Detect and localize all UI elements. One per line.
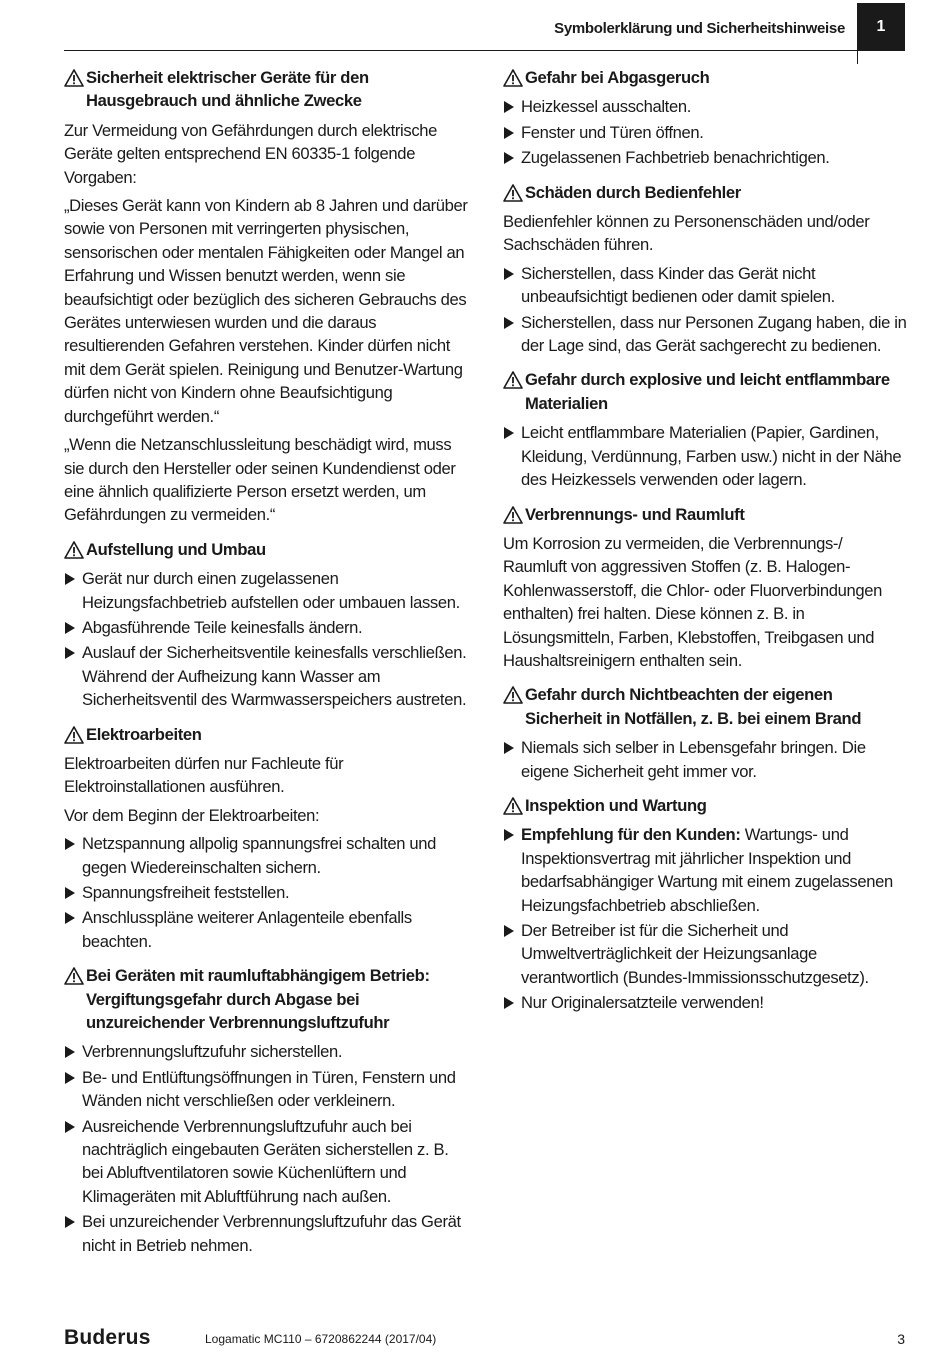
warning-triangle-icon — [503, 797, 523, 815]
document-reference: Logamatic MC110 – 6720862244 (2017/04) — [205, 1332, 437, 1346]
arrow-bullet-icon — [504, 101, 514, 113]
list-item: Fenster und Türen öffnen. — [503, 121, 908, 144]
section-inspection-maintenance — [503, 794, 908, 1015]
arrow-bullet-icon — [504, 997, 514, 1009]
section-emergency-safety — [503, 683, 908, 783]
list-item: Sicherstellen, dass nur Personen Zugang haben, die in der Lage sind, das Gerät sachgerecht zu bedienen. — [503, 311, 908, 358]
arrow-bullet-icon — [504, 925, 514, 937]
list-item: Anschlusspläne weiterer Anlagenteile ebenfalls beachten. — [64, 906, 469, 953]
section-electrical-safety — [64, 66, 469, 527]
arrow-bullet-icon — [65, 622, 75, 634]
section-heading: Inspektion und Wartung — [503, 794, 908, 817]
section-installation — [64, 538, 469, 712]
section-heading: Gefahr bei Abgasgeruch — [503, 66, 908, 89]
arrow-bullet-icon — [504, 152, 514, 164]
bullet-list — [503, 262, 908, 358]
brand-logo: Buderus — [64, 1326, 151, 1349]
section-combustion-air-poisoning — [64, 964, 469, 1257]
list-item: Auslauf der Sicherheitsventile keinesfalls verschließen. Während der Aufheizung kann Wasser am Sicherheitsventil des Warmwasserspeichers austreten. — [64, 641, 469, 711]
bullet-list — [503, 736, 908, 783]
bullet-list — [503, 823, 908, 1014]
section-combustion-room-air — [503, 503, 908, 673]
arrow-bullet-icon — [65, 887, 75, 899]
arrow-bullet-icon — [65, 573, 75, 585]
page-number: 3 — [897, 1331, 905, 1347]
paragraph: Zur Vermeidung von Gefährdungen durch elektrische Geräte gelten entsprechend EN 60335-1 folgende Vorgaben: — [64, 120, 438, 187]
list-item: Netzspannung allpolig spannungsfrei schalten und gegen Wiedereinschalten sichern. — [64, 832, 469, 879]
warning-triangle-icon — [503, 371, 523, 389]
list-item: Der Betreiber ist für die Sicherheit und Umweltverträglichkeit der Heizungsanlage verantwortlich (Bundes-Immissionsschutzgesetz). — [503, 919, 908, 989]
list-item: Zugelassenen Fachbetrieb benachrichtigen. — [503, 146, 908, 169]
arrow-bullet-icon — [504, 427, 514, 439]
list-item: Sicherstellen, dass Kinder das Gerät nicht unbeaufsichtigt bedienen oder damit spielen. — [503, 262, 908, 309]
chapter-number-box: 1 — [857, 3, 905, 51]
recommendation-label: Empfehlung für den Kunden: — [521, 825, 741, 845]
section-electrical-work — [64, 723, 469, 954]
warning-triangle-icon — [503, 686, 523, 704]
bullet-list — [64, 1040, 469, 1257]
bullet-note: Während der Aufheizung kann Wasser am Sicherheitsventil des Warmwasserspeichers austreten. — [82, 666, 467, 710]
running-header-title: Symbolerklärung und Sicherheitshinweise — [554, 20, 845, 37]
list-item: Empfehlung für den Kunden: Wartungs- und Inspektionsvertrag mit jährlicher Inspektion und bedarfsabhängiger Wartung mit einem zugelassenen Heizungsfachbetrieb abschließen. — [503, 823, 908, 917]
section-heading: Gefahr durch explosive und leicht entflammbare Materialien — [503, 368, 908, 415]
list-item: Verbrennungsluftzufuhr sicherstellen. — [64, 1040, 469, 1063]
warning-triangle-icon — [64, 967, 84, 985]
arrow-bullet-icon — [65, 1072, 75, 1084]
section-operating-errors — [503, 181, 908, 358]
section-heading: Schäden durch Bedienfehler — [503, 181, 908, 204]
warning-triangle-icon — [64, 726, 84, 744]
section-heading: Aufstellung und Umbau — [64, 538, 469, 561]
section-heading: Gefahr durch Nichtbeachten der eigenen Sicherheit in Notfällen, z. B. bei einem Brand — [503, 683, 908, 730]
arrow-bullet-icon — [65, 1121, 75, 1133]
list-item: Nur Originalersatzteile verwenden! — [503, 991, 908, 1014]
warning-triangle-icon — [64, 69, 84, 87]
header-rule — [64, 50, 857, 51]
arrow-bullet-icon — [504, 742, 514, 754]
paragraph: Vor dem Beginn der Elektroarbeiten: — [64, 805, 320, 825]
list-item: Ausreichende Verbrennungsluftzufuhr auch bei nachträglich eingebauten Geräten sicherstellen z. B. bei Abluftventilatoren sowie Küchenlüftern und Klimageräten mit Abluftführung nach außen. — [64, 1115, 469, 1209]
arrow-bullet-icon — [504, 829, 514, 841]
arrow-bullet-icon — [65, 647, 75, 659]
arrow-bullet-icon — [504, 268, 514, 280]
arrow-bullet-icon — [65, 1046, 75, 1058]
bullet-list — [503, 95, 908, 169]
section-flue-gas-smell — [503, 66, 908, 170]
list-item: Heizkessel ausschalten. — [503, 95, 908, 118]
bullet-list — [64, 567, 469, 711]
list-item: Leicht entflammbare Materialien (Papier, Gardinen, Kleidung, Verdünnung, Farben usw.) nicht in der Nähe des Heizkessels verwenden oder lagern. — [503, 421, 908, 491]
list-item: Be- und Entlüftungsöffnungen in Türen, Fenstern und Wänden nicht verschließen oder verkleinern. — [64, 1066, 469, 1113]
arrow-bullet-icon — [65, 912, 75, 924]
warning-triangle-icon — [503, 506, 523, 524]
arrow-bullet-icon — [65, 838, 75, 850]
bullet-list — [503, 421, 908, 491]
paragraph: Bedienfehler können zu Personenschäden und/oder Sachschäden führen. — [503, 212, 870, 255]
section-flammable-materials — [503, 368, 908, 491]
warning-triangle-icon — [64, 541, 84, 559]
section-heading: Sicherheit elektrischer Geräte für den Hausgebrauch und ähnliche Zwecke — [64, 66, 469, 113]
section-heading: Elektroarbeiten — [64, 723, 469, 746]
list-item: Niemals sich selber in Lebensgefahr bringen. Die eigene Sicherheit geht immer vor. — [503, 736, 908, 783]
list-item: Spannungsfreiheit feststellen. — [64, 881, 469, 904]
left-column — [64, 66, 469, 1268]
paragraph: Um Korrosion zu vermeiden, die Verbrennungs-/ Raumluft von aggressiven Stoffen (z. B. Halogen-Kohlenwasserstoff, die Chlor- oder Fluorverbindungen enthalten) frei halten. Diese können z. B. in Lösungsmitteln, Farben, Klebstoffen, Treibgasen und Haushaltsreinigern enthalten sein. — [503, 533, 883, 670]
list-item: Bei unzureichender Verbrennungsluftzufuhr das Gerät nicht in Betrieb nehmen. — [64, 1210, 469, 1257]
section-heading: Bei Geräten mit raumluftabhängigem Betrieb: Vergiftungsgefahr durch Abgase bei unzureichender Verbrennungsluftzufuhr — [64, 964, 469, 1034]
warning-triangle-icon — [503, 69, 523, 87]
section-heading: Verbrennungs- und Raumluft — [503, 503, 908, 526]
arrow-bullet-icon — [65, 1216, 75, 1228]
paragraph: Elektroarbeiten dürfen nur Fachleute für Elektroinstallationen ausführen. — [64, 753, 344, 797]
list-item: Abgasführende Teile keinesfalls ändern. — [64, 616, 469, 639]
list-item: Gerät nur durch einen zugelassenen Heizungsfachbetrieb aufstellen oder umbauen lassen. — [64, 567, 469, 614]
bullet-list — [64, 832, 469, 953]
arrow-bullet-icon — [504, 317, 514, 329]
arrow-bullet-icon — [504, 127, 514, 139]
paragraph: „Dieses Gerät kann von Kindern ab 8 Jahren und darüber sowie von Personen mit verringerten physischen, sensorischen oder mentalen Fähigkeiten oder Mangel an Erfahrung und Wissen benutzt werden, wenn sie beaufsichtigt oder bezüglich des sicheren Gebrauchs des Gerätes unterwiesen wurden und die daraus resultierenden Gefahren verstehen. Kinder dürfen nicht mit dem Gerät spielen. Reinigung und Benutzer-Wartung dürfen nicht von Kindern ohne Beaufsichtigung durchgeführt werden.“ — [64, 196, 468, 426]
right-column — [503, 66, 908, 1026]
chapter-tick — [857, 51, 858, 64]
paragraph: „Wenn die Netzanschlussleitung beschädigt wird, muss sie durch den Hersteller oder seinen Kundendienst oder eine ähnlich qualifizierte Person ersetzt werden, um Gefährdungen zu vermeiden.“ — [64, 435, 456, 525]
warning-triangle-icon — [503, 184, 523, 202]
